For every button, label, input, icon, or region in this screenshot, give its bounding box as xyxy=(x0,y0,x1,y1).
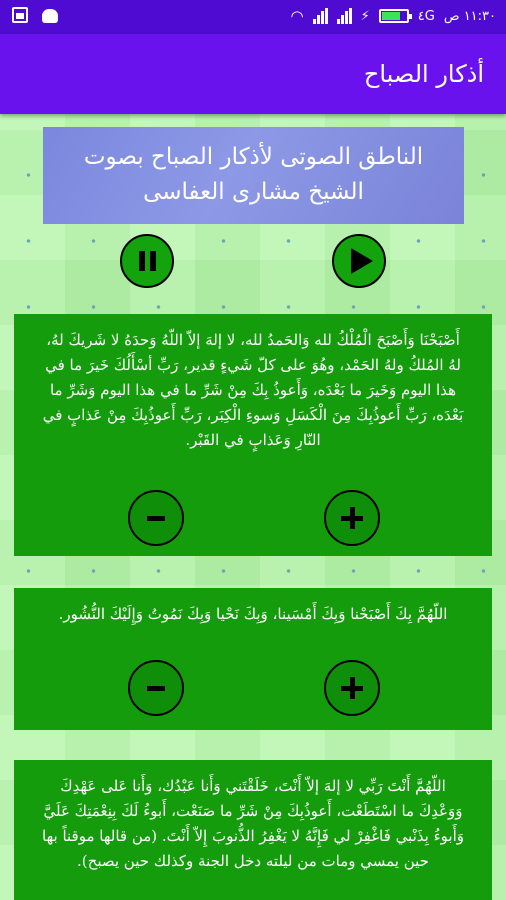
play-button[interactable] xyxy=(332,234,386,288)
charging-icon: ⚡ xyxy=(360,8,370,24)
minus-icon xyxy=(147,686,165,691)
dhikr-text: اللّهُمَّ بِكَ أَصْبَحْنا وَبِكَ أَمْسَينا، وَبِكَ نَحْيا وَبِكَ نَمُوتُ وَإِلَيْكَ النُّشُور. xyxy=(58,605,448,623)
banner-text: الناطق الصوتى لأذكار الصباح بصوت الشيخ مشارى العفاسى xyxy=(83,144,424,205)
dhikr-card xyxy=(14,588,492,730)
page-title: أذكار الصباح xyxy=(363,60,484,88)
decrement-button[interactable] xyxy=(128,490,184,546)
android-notification-icon xyxy=(42,9,58,23)
status-bar xyxy=(0,0,506,34)
battery-icon xyxy=(379,9,409,23)
decrement-button[interactable] xyxy=(128,660,184,716)
network-type: ٤G xyxy=(417,8,435,24)
plus-icon xyxy=(341,507,363,529)
increment-button[interactable] xyxy=(324,490,380,546)
dhikr-card xyxy=(14,314,492,556)
dhikr-text: أَصْبَحْنَا وَأَصْبَحَ الْمُلْكُ لله وَالحَمدُ لله، لا إلهَ إلاّ اللّهُ وَحدَهُ لا شَريكَ لهُ، لهُ المُلكُ ولهُ الحَمْد، وهُوَ على كلّ شَيءٍ قدير، رَبِّ أسْأَلُكَ خَيرَ ما في هذا اليوم وَخَيرَ ما بَعْدَه، وَأَعوذُ بِكَ مِنْ شَرِّ ما في هذا اليوم وَشَرِّ ما بَعْدَه، رَبِّ أَعوذُبِكَ مِنَ الْكَسَلِ وَسوءِ الْكِبَر، رَبِّ أَعوذُبِكَ مِنْ عَذابٍ في النّارِ وَعَذابٍ في القَبْر. xyxy=(42,331,464,449)
pause-button[interactable] xyxy=(120,234,174,288)
plus-icon xyxy=(341,677,363,699)
clock: ١١:٣٠ ص xyxy=(443,8,496,24)
dhikr-text: اللّهُمَّ أَنْتَ رَبِّي لا إلهَ إلاّ أَنْتَ، خَلَقْتَني وَأَنا عَبْدُك، وَأَنا عَلى عَهْدِكَ وَوَعْدِكَ ما اسْتَطَعْت، أَعوذُبِكَ مِنْ شَرِّ ما صَنَعْت، أَبوءُ لَكَ بِنِعْمَتِكَ عَلَيَّ وَأَبوءُ بِذَنْبي فَاغْفِرْ لي فَإِنَّهُ لا يَغْفِرُ الذُّنوبَ إِلاّ أَنْتَ. (من قالها موقناً بها حين يمسي ومات من ليلته دخل الجنة وكذلك حين يصبح). xyxy=(42,777,464,870)
dhikr-card xyxy=(14,760,492,900)
signal-icon xyxy=(313,8,328,24)
signal-icon-2 xyxy=(337,8,352,24)
app-bar xyxy=(0,34,506,114)
pause-icon xyxy=(139,251,156,271)
wifi-icon: ◠ xyxy=(290,7,304,25)
minus-icon xyxy=(147,516,165,521)
increment-button[interactable] xyxy=(324,660,380,716)
gallery-notification-icon xyxy=(12,7,28,23)
play-icon xyxy=(351,248,373,274)
audio-banner xyxy=(43,127,464,224)
